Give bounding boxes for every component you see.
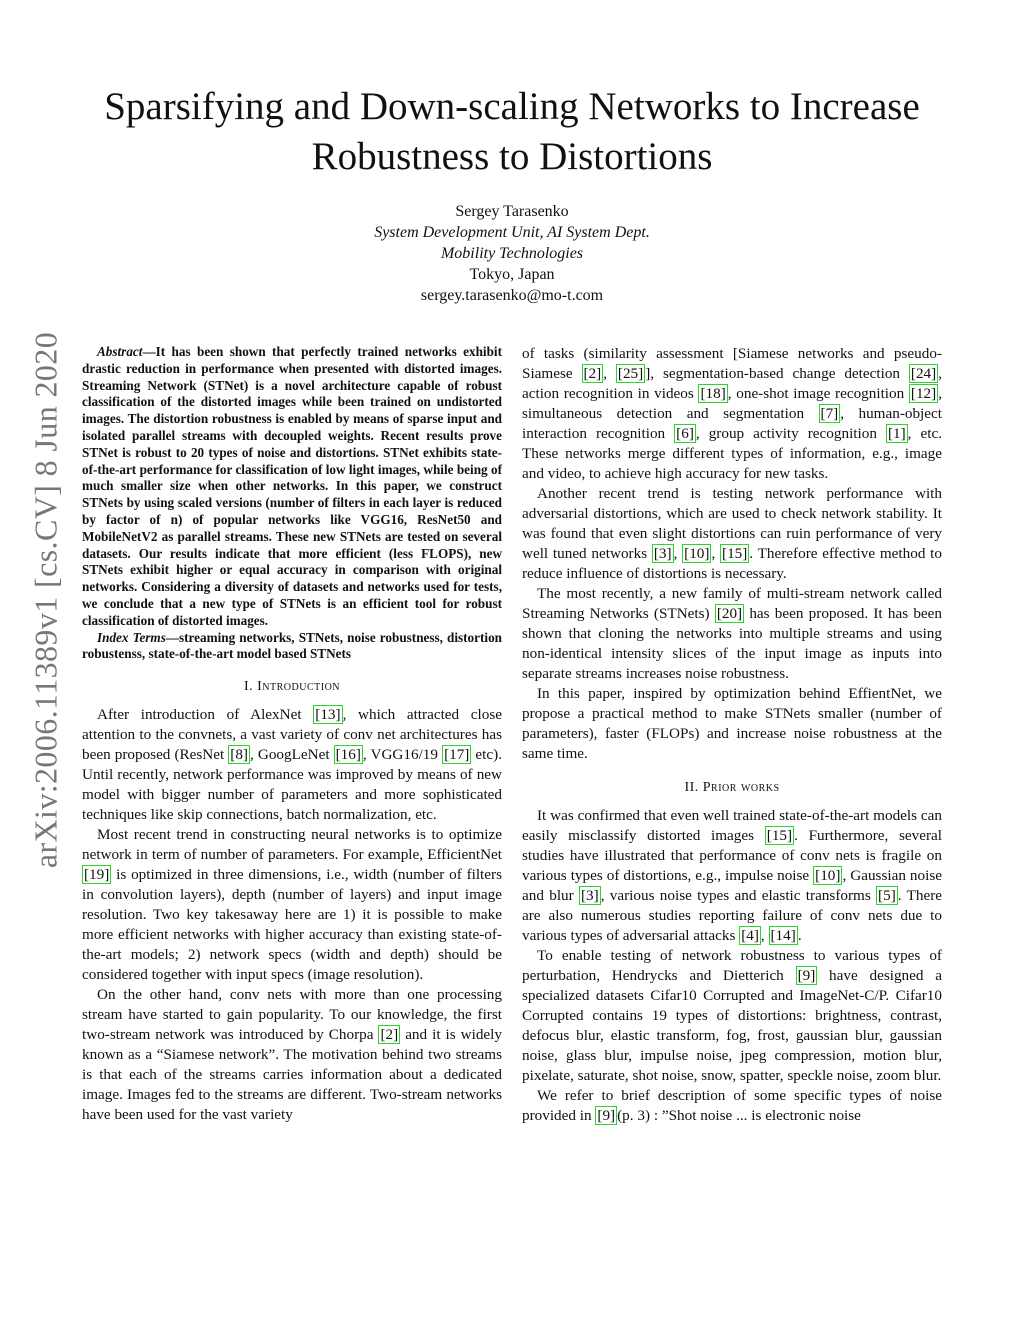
arxiv-id: arXiv:2006.11389v1 [cs.CV] 8 Jun 2020 <box>27 331 64 869</box>
index-terms-label: Index Terms <box>97 629 166 645</box>
title-line-1: Sparsifying and Down-scaling Networks to Increase <box>104 85 920 128</box>
index-terms <box>82 630 502 664</box>
right-column <box>522 344 942 1126</box>
left-column <box>82 344 502 1125</box>
author-city: Tokyo, Japan <box>469 266 555 283</box>
citation-link[interactable]: [15] <box>766 827 793 844</box>
citation-link[interactable]: [10] <box>815 867 841 884</box>
citation-link[interactable]: [17] <box>444 746 470 764</box>
title-line-2: Robustness to Distortions <box>311 135 713 178</box>
citation-link[interactable]: [4] <box>741 927 759 944</box>
author-org: Mobility Technologies <box>440 245 584 262</box>
section-title: Prior works <box>702 780 780 795</box>
author-name: Sergey Tarasenko <box>455 203 569 220</box>
prior-paragraph-2: To enable testing of network robustness to various types of perturbation, Hendrycks and Dietterich [9] have designed a specialized datasets Cifar10 Corrupted and ImageNet-C/P. Cifar10 Corrupted contains 19 types of distortions: brightness, contrast, defocus blur, elastic transform, fog, frost, gaussian blur, gaussian noise, glass blur, impulse noise, jpeg compression, motion blur, pixelate, saturate, shot noise, snow, spatter, speckle noise, zoom blur. <box>522 947 942 1084</box>
prior-paragraph-3: We refer to brief description of some specific types of noise provided in [9] (p. 3) : ”Shot noise ... is electronic noise <box>522 1087 942 1124</box>
section-heading-prior-works <box>522 778 942 798</box>
author-dept: System Development Unit, AI System Dept. <box>374 224 650 241</box>
prior-paragraph-1: It was confirmed that even well trained state-of-the-art models can easily misclassify distorted images [15] . Furthermore, several studies have illustrated that performance of conv nets is fragile on various types of distortions, e.g., impulse noise [10] , Gaussian noise and blur [3] , various noise types and elastic transforms [5] . There are also numerous studies reporting failure of conv nets due to various types of adversarial attacks [4] , [14] . <box>522 807 943 944</box>
section-number: II. <box>684 780 699 795</box>
citation-link[interactable]: [3] <box>580 887 599 904</box>
intro-paragraph-4: Another recent trend is testing network performance with adversarial distortions, which are used to check network stability. It was found that even slight distortions can ruin performance of very well tuned networks [3] , [10] , [15] . Therefore effective method to reduce influence of distortions is necessary. <box>522 485 942 582</box>
citation-link[interactable]: [15] <box>722 545 748 562</box>
intro-paragraph-2: Most recent trend in constructing neural networks is to optimize network in term of number of parameters. For example, EfficientNet [19] is optimized in three dimensions, i.e., width (number of filters in convolution layers), depth (number of layers) and input image resolution. Two key takesaway here are 1) it is possible to make more efficient networks with higher accuracy than existing state-of-the-art models; 2) network specs (width and depth) should be considered together with input specs (image resolution). <box>82 826 502 984</box>
abstract-text: —It has been shown that perfectly trained networks exhibit drastic reduction in performance when presented with distorted images. Streaming Network (STNet) is a novel architecture capable of robust classification of the distorted images while been trained on undistorted images. The distortion robustness is enabled by means of sparse input and isolated parallel streams with decoupled weights. Recent results prove STNet is robust to 20 types of noise and distortions. STNet exhibits state-of-the-art performance for classification of low light images, while being of much smaller size when other networks. In this paper, we construct STNets by using scaled versions (number of filters in each layer is reduced by factor of n) of popular networks like VGG16, ResNet50 and MobileNetV2 as parallel streams. These new STNets are tested on several datasets. Our results indicate that more efficient (less FLOPS), new STNets exhibit higher or equal accuracy in comparison with original networks. Considering a diversity of datasets and networks used for tests, we conclude that a new type of STNets is an efficient tool for robust classification of distorted images. <box>82 344 502 628</box>
citation-link[interactable]: [2] <box>583 365 602 382</box>
citation-link[interactable]: [19] <box>84 866 110 884</box>
author-email: sergey.tarasenko@mo-t.com <box>420 287 604 304</box>
citation-link[interactable]: [5] <box>878 887 896 904</box>
citation-link[interactable]: [10] <box>684 545 710 562</box>
citation-link[interactable]: [24] <box>910 365 937 382</box>
intro-paragraph-3: On the other hand, conv nets with more than one processing stream have started to gain popularity. To our knowledge, the first two-stream network was introduced by Chorpa [2] and it is widely known as a “Siamese network”. The motivation behind two streams is that each of the streams carries information about a dedicated image. Images fed to the streams are different. Two-stream networks have been used for the vast variety <box>82 986 502 1124</box>
intro-paragraph-3-cont: of tasks (similarity assessment [Siamese networks and pseudo-Siamese [2] , [25] ], segmentation-based change detection [24] , action recognition in videos [18] , one-shot image recognition [12] , simultaneous detection and segmentation [7] , human-object interaction recognition [6] , group activity recognition [1] , etc. These networks merge different types of information, e.g., image and video, to achieve high accuracy for new tasks. <box>522 345 942 482</box>
section-title: Introduction <box>257 679 341 695</box>
citation-link[interactable]: [9] <box>797 967 816 984</box>
citation-link[interactable]: [16] <box>335 746 361 764</box>
citation-link[interactable]: [20] <box>716 605 743 622</box>
intro-paragraph-6: In this paper, inspired by optimization behind EffientNet, we propose a practical method to make STNets smaller (number of parameters), faster (FLOPs) and increase noise robustness at the same time. <box>522 685 942 762</box>
author-block <box>260 201 764 306</box>
arxiv-sidebar <box>16 240 76 960</box>
section-number: I. <box>243 679 254 695</box>
citation-link[interactable]: [2] <box>380 1026 399 1044</box>
paper-title <box>60 82 964 182</box>
intro-paragraph-1: After introduction of AlexNet [13] , which attracted close attention to the convnets, a vast variety of conv net architectures has been proposed (ResNet [8] , GoogLeNet [16] , VGG16/19 [17] etc). Until recently, network performance was improved by means of new model with bigger number of parameters and more sophisticated techniques like skip connections, batch normalization, etc. <box>82 706 502 824</box>
citation-link[interactable]: [9] <box>597 1107 616 1124</box>
abstract <box>82 344 502 630</box>
citation-link[interactable]: [25] <box>617 365 644 382</box>
citation-link[interactable]: [8] <box>230 746 248 764</box>
section-heading-introduction <box>82 677 502 697</box>
citation-link[interactable]: [3] <box>653 545 672 562</box>
citation-link[interactable]: [12] <box>910 385 937 402</box>
citation-link[interactable]: [1] <box>887 425 906 442</box>
citation-link[interactable]: [6] <box>676 425 694 442</box>
citation-link[interactable]: [18] <box>700 385 726 402</box>
citation-link[interactable]: [14] <box>770 927 796 944</box>
citation-link[interactable]: [13] <box>315 706 341 724</box>
citation-link[interactable]: [7] <box>820 405 839 422</box>
intro-paragraph-5: The most recently, a new family of multi-stream network called Streaming Networks (STNets) [20] has been proposed. It has been shown that cloning the networks into multiple streams and using non-identical intensity slices of the input image as inputs into separate streams increases noise robustness. <box>522 585 942 682</box>
abstract-label: Abstract <box>97 344 143 359</box>
index-terms-text: —streaming networks, STNets, noise robustness, distortion robustenss, state-of-the-art model based STNets <box>82 629 502 662</box>
